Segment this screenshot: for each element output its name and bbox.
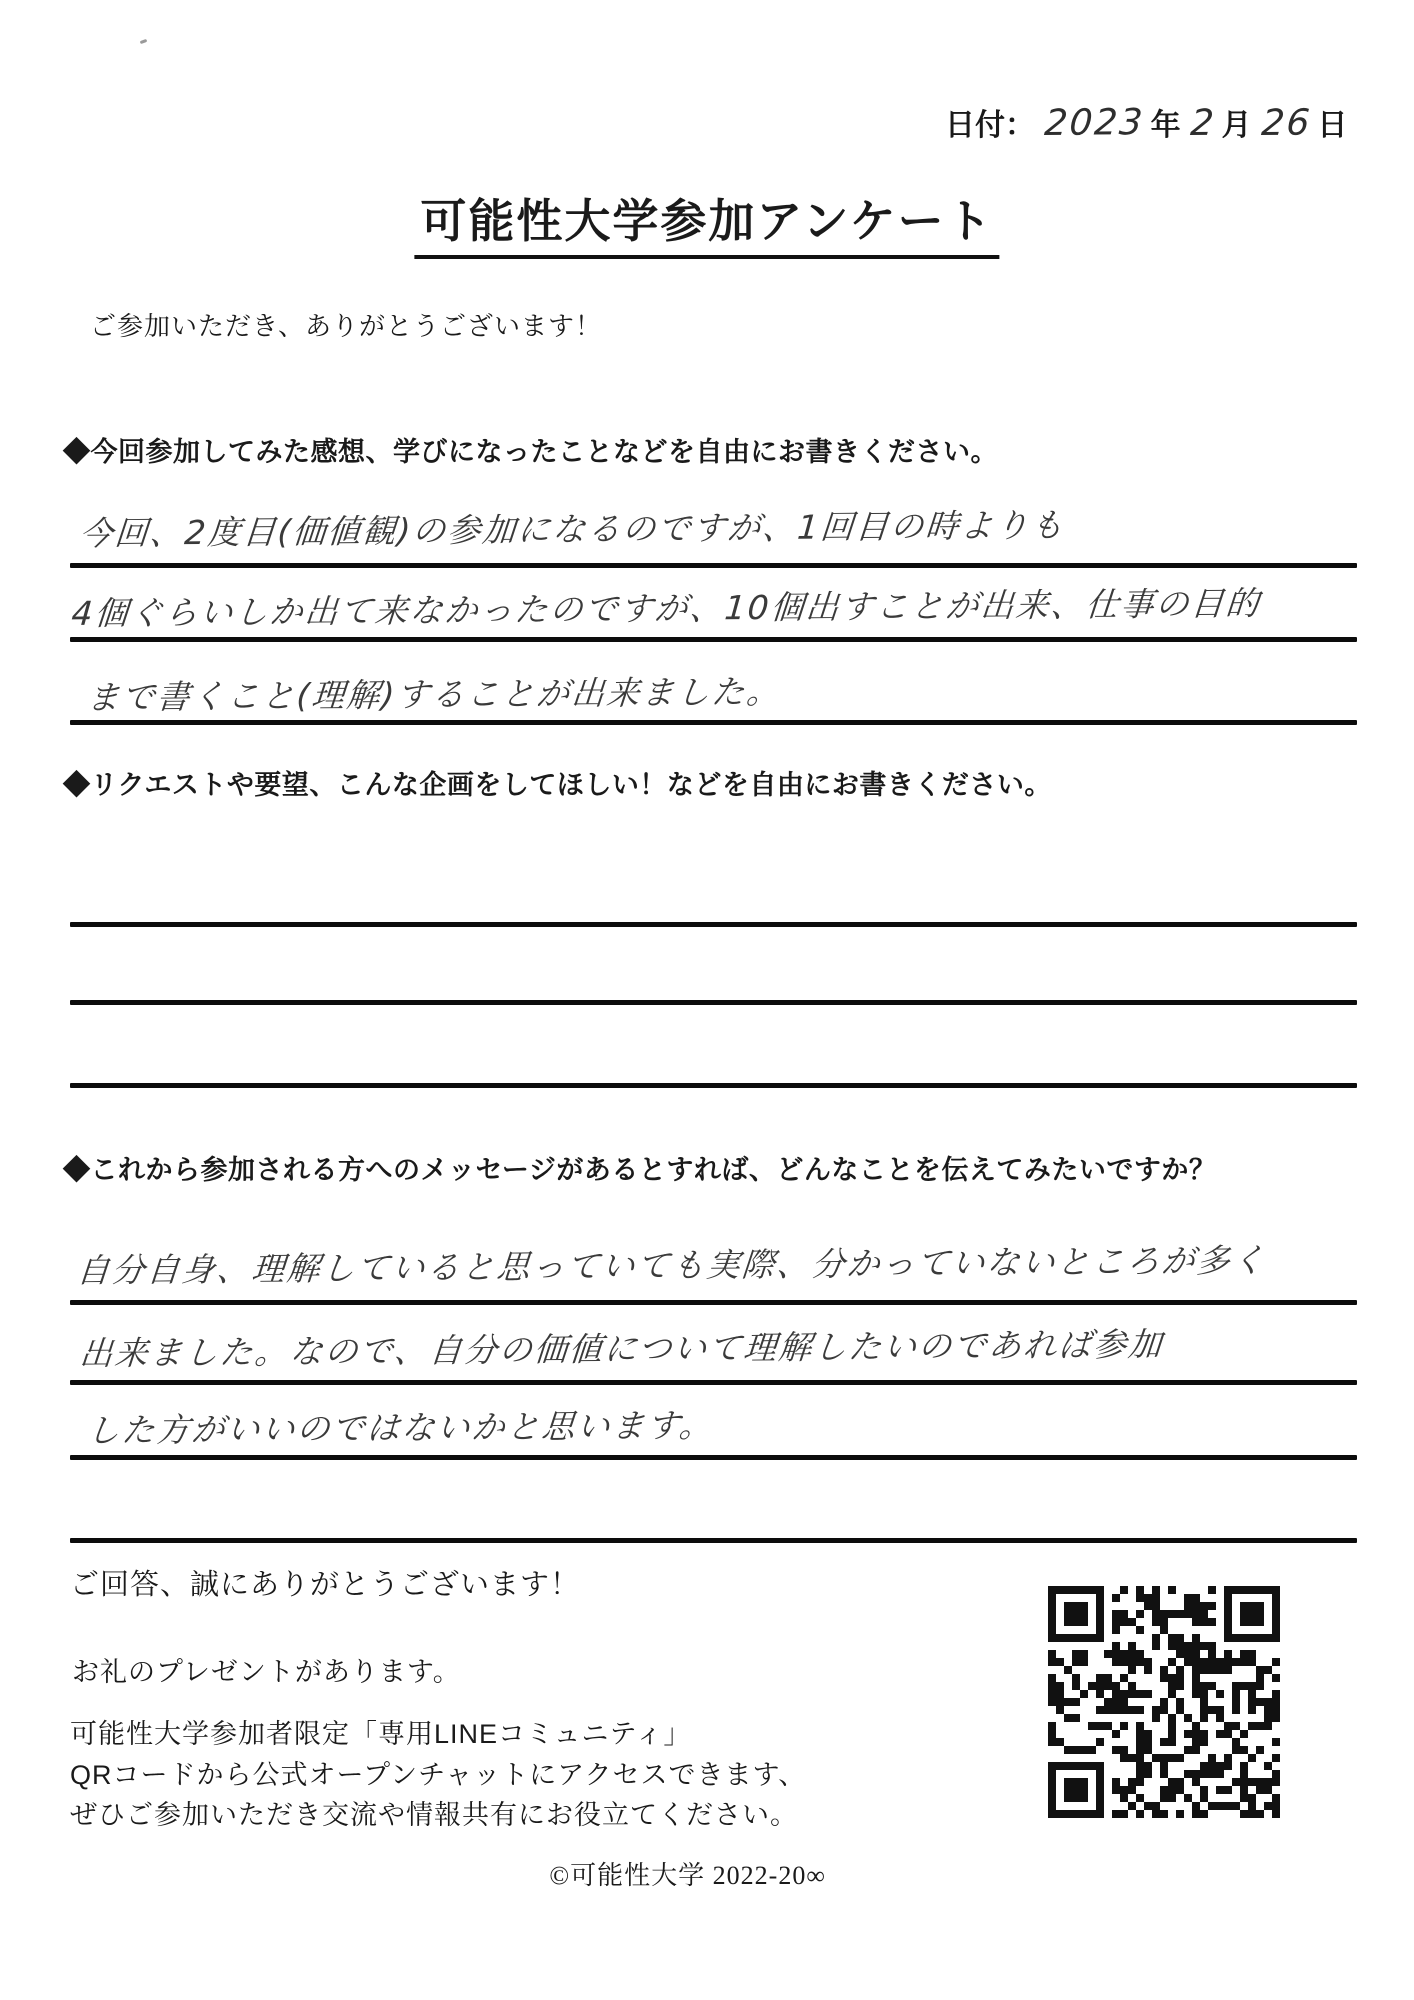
answer-ruled-line	[70, 637, 1357, 642]
date-day-unit: 日	[1317, 109, 1348, 142]
section-1-heading: ◆今回参加してみた感想、学びになったことなどを自由にお書きください。	[63, 437, 998, 467]
section-1-answer-line: 今回、2度目(価値観)の参加になるのですが、1回目の時よりも	[78, 505, 1067, 553]
date-year-unit: 年	[1150, 109, 1181, 142]
date-month-unit: 月	[1221, 109, 1252, 142]
section-3-answer-line: 出来ました。なので、自分の価値について理解したいのであれば参加	[78, 1324, 1165, 1373]
date-day-value: 26	[1259, 102, 1313, 144]
section-1-answer-line: まで書くこと(理解)することが出来ました。	[85, 671, 783, 717]
qr-instruction-text: QRコードから公式オープンチャットにアクセスできます、	[70, 1760, 807, 1790]
thanks-text: ご回答、誠にありがとうございます！	[70, 1569, 581, 1601]
qr-code	[1048, 1586, 1280, 1818]
scan-artifact	[140, 39, 148, 44]
date-year-value: 2023	[1043, 102, 1146, 144]
greeting-text: ご参加いただき、ありがとうございます！	[90, 311, 602, 341]
answer-ruled-line	[70, 563, 1357, 568]
qr-invite-text: ぜひご参加いただき交流や情報共有にお役立てください。	[70, 1800, 798, 1830]
line-community-text: 可能性大学参加者限定「専用LINEコミュニティ」	[70, 1719, 692, 1749]
copyright-text: ©可能性大学 2022-20∞	[549, 1861, 826, 1890]
answer-ruled-line	[70, 1083, 1357, 1088]
section-3-answer-line: した方がいいのではないかと思います。	[85, 1405, 716, 1450]
answer-ruled-line	[70, 720, 1357, 725]
section-2-heading: ◆リクエストや要望、こんな企画をしてほしい！などを自由にお書きください。	[63, 770, 1052, 800]
answer-ruled-line	[70, 1000, 1357, 1005]
section-3-heading: ◆これから参加される方へのメッセージがあるとすれば、どんなことを伝えてみたいですか？	[63, 1155, 1217, 1185]
date-month-value: 2	[1188, 102, 1217, 144]
answer-ruled-line	[70, 1380, 1357, 1385]
present-text: お礼のプレゼントがあります。	[72, 1657, 461, 1687]
date-label: 日付：	[945, 109, 1035, 142]
date-line	[945, 100, 1347, 144]
answer-ruled-line	[70, 1538, 1357, 1543]
answer-ruled-line	[70, 922, 1357, 927]
section-3-answer-line: 自分自身、理解していると思っていても実際、分かっていないところが多く	[75, 1240, 1269, 1290]
answer-ruled-line	[70, 1300, 1357, 1305]
section-1-answer-line: 4個ぐらいしか出て来なかったのですが、10個出すことが出来、仕事の目的	[70, 583, 1263, 633]
page-title: 可能性大学参加アンケート	[414, 195, 999, 259]
answer-ruled-line	[70, 1455, 1357, 1460]
